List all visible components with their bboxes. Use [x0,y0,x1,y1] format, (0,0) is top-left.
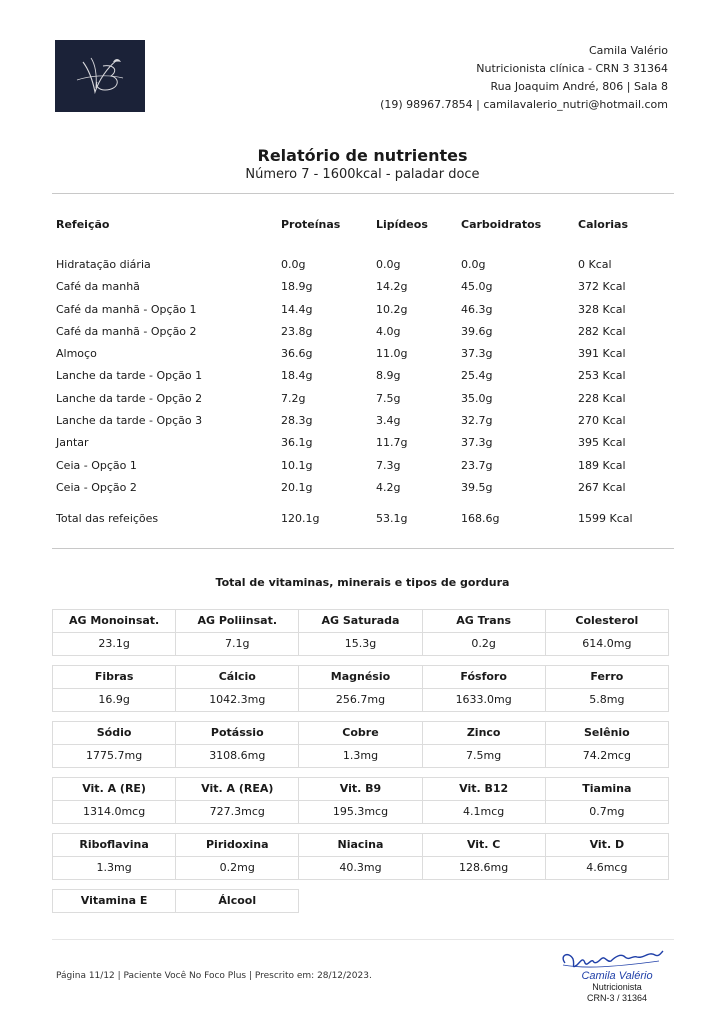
logo [55,40,145,112]
nutrient-cell [52,833,176,880]
nutrient-cell [298,833,422,880]
nutrient-cell [422,833,546,880]
table-row [56,280,676,302]
nutrient-value: 74.2mcg [582,749,631,762]
nutrient-label: Vit. B12 [423,778,545,801]
vitamins-section-title: Total de vitaminas, minerais e tipos de gordura [215,576,510,589]
signature-icon [555,947,675,1007]
carbs-value: 32.7g [461,414,493,428]
nutrient-group [52,721,673,768]
lipids-value: 8.9g [376,369,401,383]
nutrient-value: 727.3mcg [209,805,265,818]
table-row [56,325,676,347]
professional-address: Rua Joaquim André, 806 | Sala 8 [490,80,668,93]
table-row [56,459,676,481]
nutrient-label: Tiamina [546,778,668,801]
carbs-value: 39.5g [461,480,493,494]
protein-value: 23.8g [281,324,313,338]
nutrient-group [52,889,673,913]
nutrient-cell [175,777,299,824]
nutrient-label: Sódio [53,722,175,745]
nutrient-label: Cobre [299,722,421,745]
nutrient-cell [545,833,669,880]
svg-text:Nutricionista: Nutricionista [592,982,642,992]
total-label: Total das refeições [56,512,159,526]
nutrient-label: Vit. B9 [299,778,421,801]
nutrient-group [52,833,673,880]
total-carbs: 168.6g [461,512,500,526]
nutrient-label: Fósforo [423,666,545,689]
nutrient-cell [422,665,546,712]
table-row [56,436,676,458]
nutrient-label: Niacina [299,834,421,857]
calories-value: 228 Kcal [578,391,626,405]
divider [52,939,674,940]
nutrient-cell [175,665,299,712]
protein-value: 18.4g [281,369,313,383]
nutrients-table [56,218,676,535]
nutrient-value: 16.9g [98,693,130,706]
carbs-value: 45.0g [461,280,493,294]
nutrient-cell [52,889,176,913]
nutrient-cell [298,665,422,712]
meal-name: Ceia - Opção 2 [56,480,137,494]
nutrient-value: 4.6mcg [586,861,628,874]
nutrient-cell [545,721,669,768]
nutrient-value: 1314.0mcg [82,805,146,818]
meal-name: Lanche da tarde - Opção 2 [56,391,203,405]
carbs-value: 39.6g [461,324,493,338]
meal-name: Ceia - Opção 1 [56,458,137,472]
nutrient-value: 0.2g [471,637,496,650]
lipids-value: 11.7g [376,436,408,450]
nutrient-value: 256.7mg [335,693,386,706]
nutrient-label: Colesterol [546,610,668,633]
nutrient-value: 5.8mg [589,693,625,706]
nutrient-label: Riboflavina [53,834,175,857]
nutrient-cell [298,721,422,768]
meal-name: Café da manhã [56,280,140,294]
protein-value: 0.0g [281,258,306,271]
nutrient-value: 0.7mg [589,805,625,818]
meal-name: Café da manhã - Opção 1 [56,302,197,316]
table-row [56,347,676,369]
meal-name: Jantar [56,436,89,450]
table-row [56,392,676,414]
nutrient-label: AG Trans [423,610,545,633]
svg-text:CRN-3 / 31364: CRN-3 / 31364 [586,993,648,1003]
lipids-value: 14.2g [376,280,408,294]
nutrient-value: 0.2mg [219,861,255,874]
nutrient-label: AG Poliinsat. [176,610,298,633]
nutrient-label: AG Saturada [299,610,421,633]
divider [52,193,674,194]
table-header-row [56,218,676,258]
nutrient-label: Vit. D [546,834,668,857]
calories-value: 328 Kcal [578,302,626,316]
lipids-value: 0.0g [376,258,401,271]
lipids-value: 7.3g [376,458,401,472]
lipids-value: 4.2g [376,480,401,494]
meal-name: Hidratação diária [56,258,151,271]
protein-value: 14.4g [281,302,313,316]
professional-contact: (19) 98967.7854 | camilavalerio_nutri@hotmail.com [380,98,668,111]
meal-name: Lanche da tarde - Opção 3 [56,414,203,428]
nutrient-value: 40.3mg [339,861,382,874]
nutrient-cell [298,609,422,656]
column-header-lipids: Lipídeos [376,218,428,231]
total-protein: 120.1g [281,512,320,526]
nutrient-label: Selênio [546,722,668,745]
calories-value: 391 Kcal [578,347,626,361]
nutrient-group [52,609,673,656]
nutrient-cell [52,721,176,768]
column-header-calories: Calorias [578,218,628,231]
nutrient-cell [175,721,299,768]
carbs-value: 0.0g [461,258,486,271]
nutrient-label: Vit. A (REA) [176,778,298,801]
column-header-carbs: Carboidratos [461,218,542,231]
total-lipids: 53.1g [376,512,408,526]
table-row [56,369,676,391]
nutrient-label: Vit. C [423,834,545,857]
nutrient-value: 195.3mcg [332,805,389,818]
nutrient-cell [545,609,669,656]
nutrient-cell [298,777,422,824]
nutrient-cell [545,777,669,824]
nutrient-label: Cálcio [176,666,298,689]
lipids-value: 10.2g [376,302,408,316]
divider [52,548,674,549]
calories-value: 395 Kcal [578,436,626,450]
calories-value: 372 Kcal [578,280,626,294]
nutrient-cell [175,609,299,656]
nutrient-cell [52,665,176,712]
lipids-value: 3.4g [376,414,401,428]
nutrient-cell [545,665,669,712]
nutrient-label: Magnésio [299,666,421,689]
nutrient-cell [175,889,299,913]
carbs-value: 35.0g [461,391,493,405]
table-row [56,481,676,503]
nutrient-label: Potássio [176,722,298,745]
svg-text:Camila Valério: Camila Valério [581,970,653,982]
meal-name: Café da manhã - Opção 2 [56,324,197,338]
nutrient-value: 7.1g [225,637,250,650]
nutrient-label: Fibras [53,666,175,689]
nutrient-label: Zinco [423,722,545,745]
nutrient-value: 1775.7mg [86,749,143,762]
nutrient-group [52,665,673,712]
nutrient-value: 614.0mg [582,637,632,650]
nutrient-value: 1633.0mg [455,693,512,706]
table-total-row [56,512,676,534]
nutrient-cell [422,721,546,768]
carbs-value: 25.4g [461,369,493,383]
nutrient-label: Piridoxina [176,834,298,857]
nutrient-label: Álcool [218,894,257,907]
calories-value: 189 Kcal [578,458,626,472]
carbs-value: 37.3g [461,347,493,361]
table-row [56,303,676,325]
report-title: Relatório de nutrientes [257,146,468,165]
protein-value: 18.9g [281,280,313,294]
meal-name: Almoço [56,347,97,361]
lipids-value: 4.0g [376,324,401,338]
carbs-value: 23.7g [461,458,493,472]
nutrient-value: 128.6mg [459,861,509,874]
nutrient-label: Vit. A (RE) [53,778,175,801]
total-calories: 1599 Kcal [578,512,633,526]
nutrient-cell [175,833,299,880]
protein-value: 36.1g [281,436,313,450]
nutrient-value: 4.1mcg [463,805,505,818]
protein-value: 36.6g [281,347,313,361]
protein-value: 10.1g [281,458,313,472]
nutrient-value: 7.5mg [466,749,502,762]
report-subtitle: Número 7 - 1600kcal - paladar doce [245,167,480,182]
table-row [56,414,676,436]
carbs-value: 46.3g [461,302,493,316]
nutrient-value: 15.3g [344,637,377,650]
calories-value: 270 Kcal [578,414,626,428]
nutrient-value: 1.3mg [96,861,132,874]
professional-name: Camila Valério [588,44,668,57]
column-header-protein: Proteínas [281,218,341,231]
nutrient-label: Vitamina E [80,894,148,907]
footer-text: Página 11/12 | Paciente Você No Foco Plus | Prescrito em: 28/12/2023. [56,971,372,981]
protein-value: 7.2g [281,391,306,405]
protein-value: 20.1g [281,480,313,494]
nutrient-value: 1.3mg [342,749,379,762]
carbs-value: 37.3g [461,436,493,450]
nutrient-label: Ferro [546,666,668,689]
calories-value: 267 Kcal [578,480,626,494]
nutrient-cell [422,777,546,824]
professional-role: Nutricionista clínica - CRN 3 31364 [476,62,668,75]
nutrient-label: AG Monoinsat. [53,610,175,633]
table-row [56,258,676,280]
professional-info [380,42,668,114]
calories-value: 253 Kcal [578,369,626,383]
nutrient-cell [422,609,546,656]
column-header-meal: Refeição [56,218,110,231]
protein-value: 28.3g [281,414,313,428]
nutrient-value: 23.1g [98,637,130,650]
calories-value: 282 Kcal [578,324,626,338]
calories-value: 0 Kcal [578,258,612,271]
vitamins-grid [52,609,673,922]
lipids-value: 11.0g [376,347,408,361]
nutrient-group [52,777,673,824]
nutrient-value: 1042.3mg [209,693,266,706]
nutrient-value: 3108.6mg [209,749,266,762]
lipids-value: 7.5g [376,391,401,405]
signature-stamp [555,947,675,1007]
meal-name: Lanche da tarde - Opção 1 [56,369,203,383]
nutrient-cell [52,609,176,656]
nutrient-cell [52,777,176,824]
logo-monogram-icon [55,40,145,112]
